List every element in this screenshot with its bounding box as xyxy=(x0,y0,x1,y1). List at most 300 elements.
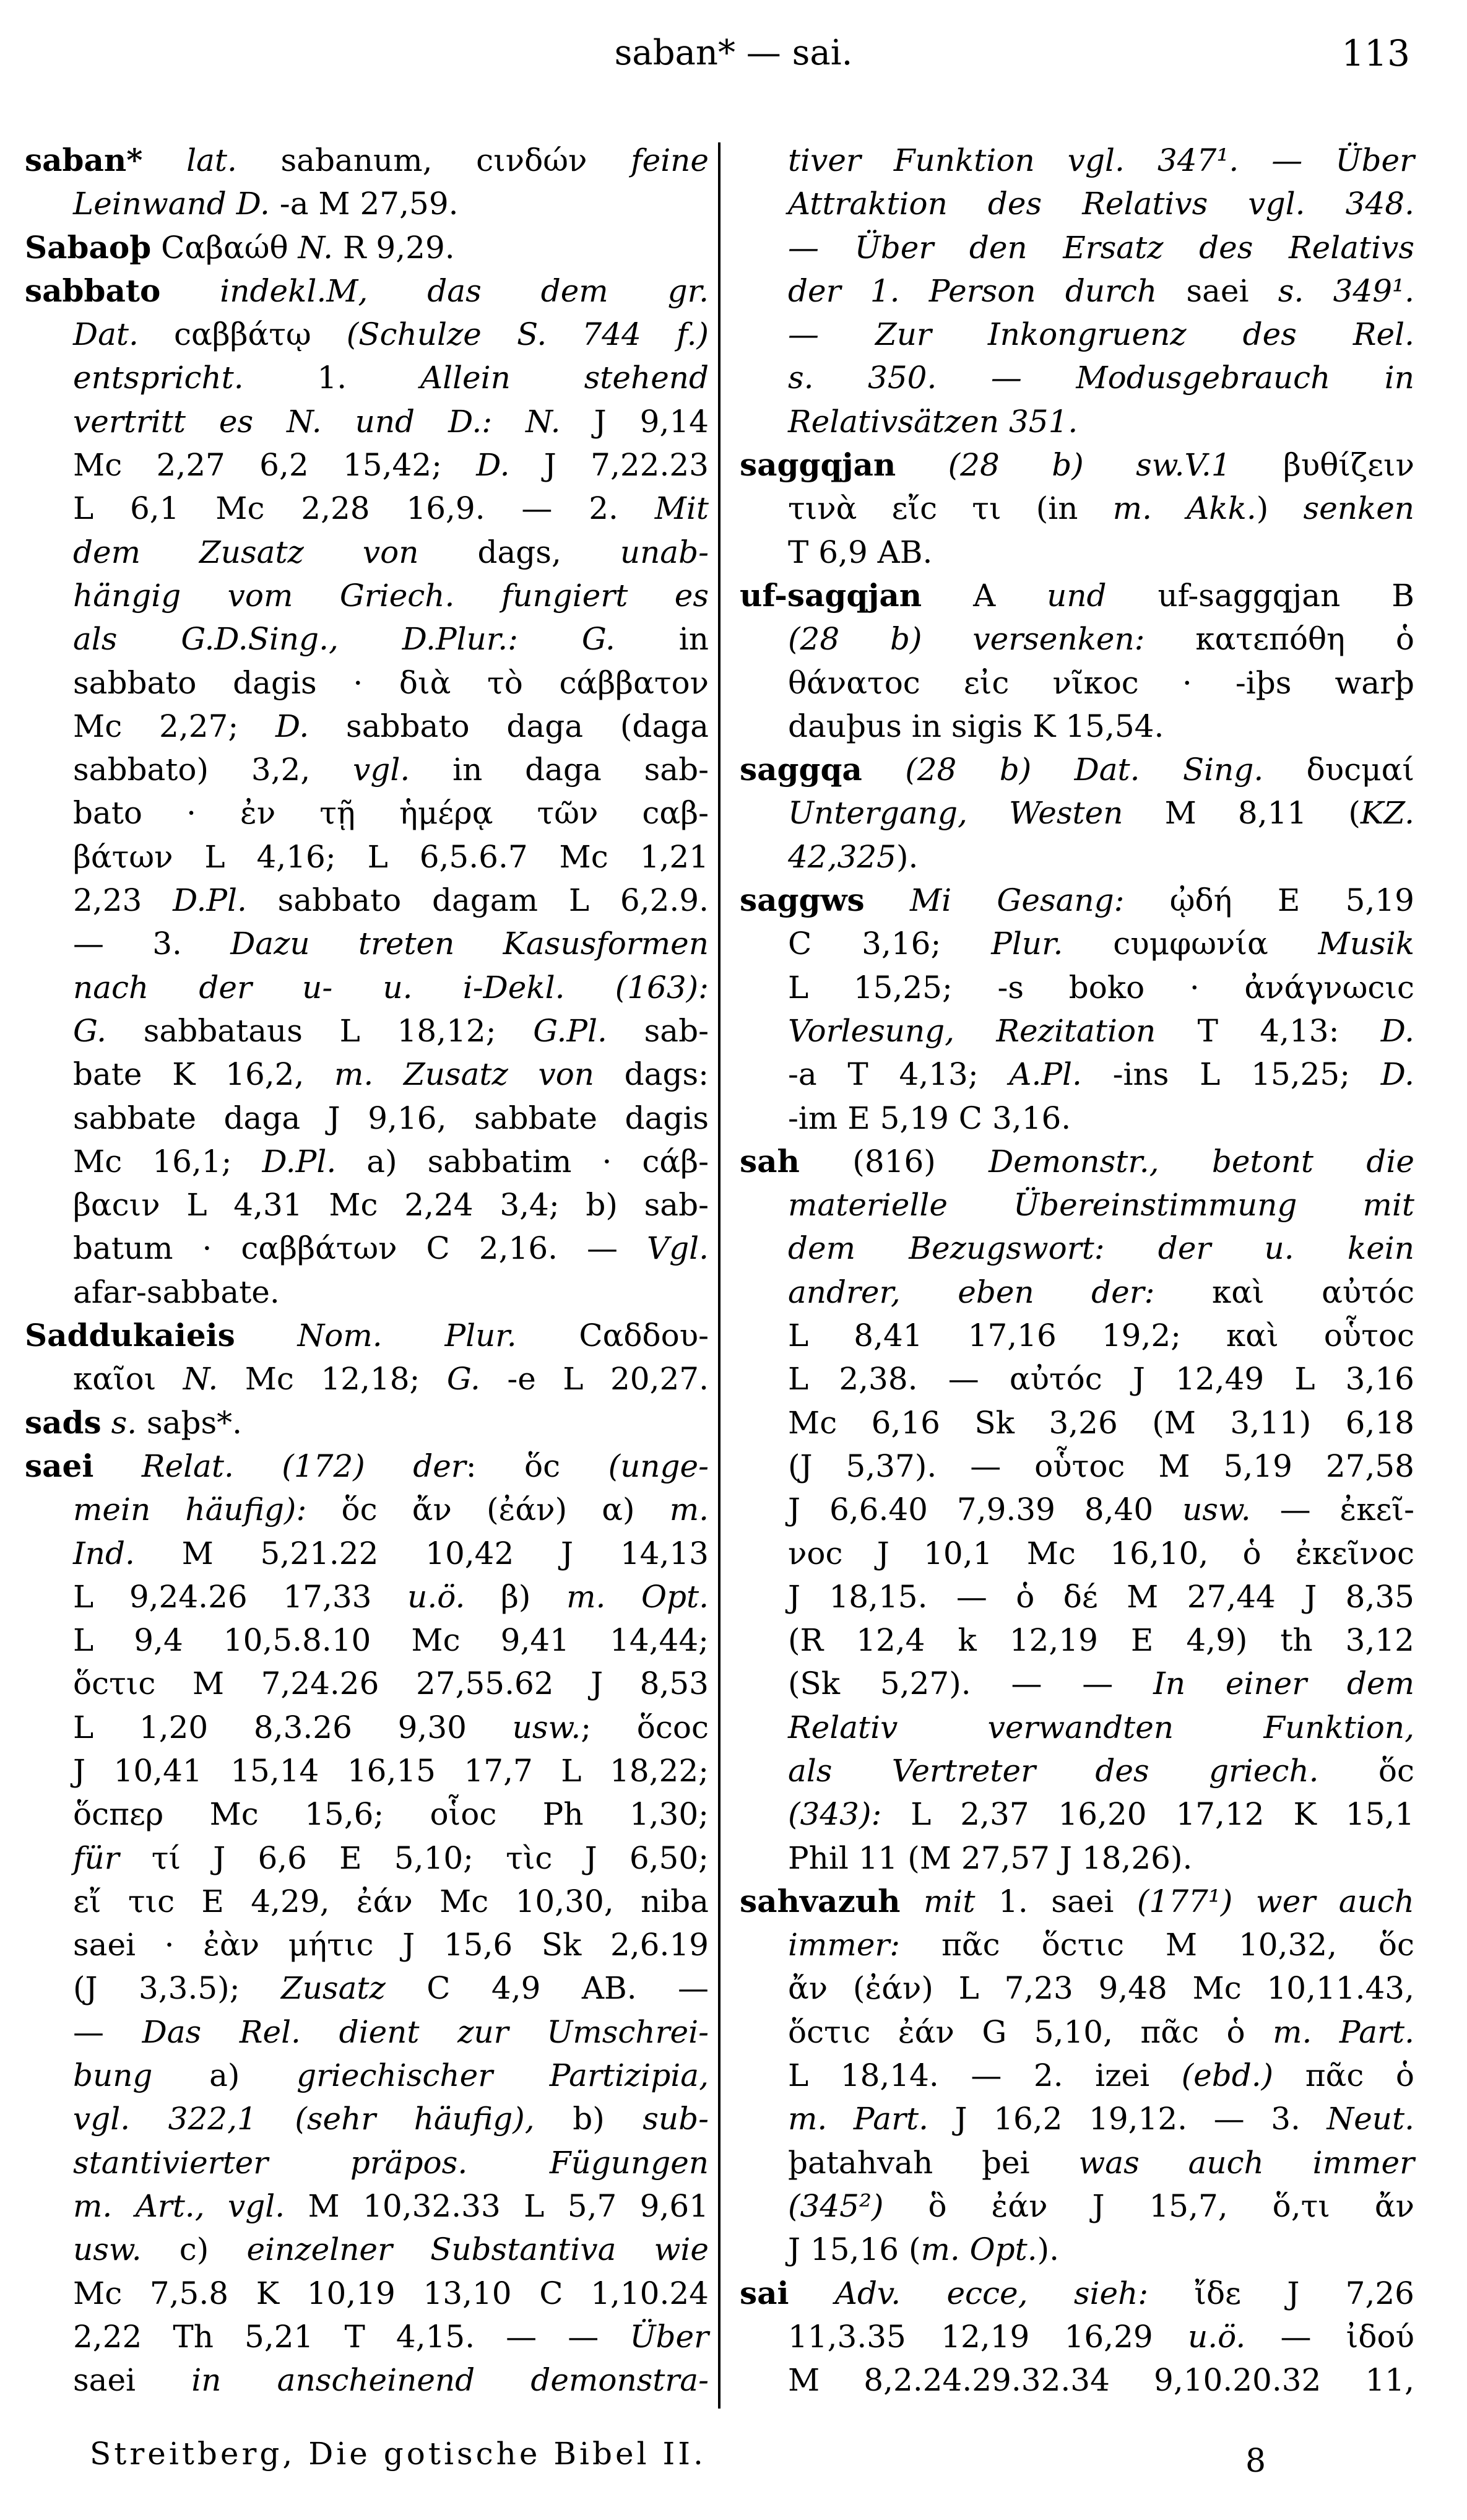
dictionary-entry-line xyxy=(740,443,1414,487)
dictionary-line xyxy=(25,879,709,922)
text-segment: in daga sab- xyxy=(410,752,709,788)
text-segment: bato · ἐν τῇ ἡμέρᾳ τῶν cαβ- xyxy=(73,795,709,832)
text-segment: ) xyxy=(1256,490,1304,527)
dictionary-line xyxy=(25,356,709,399)
dictionary-line xyxy=(25,705,709,748)
text-segment: Cαβαώθ xyxy=(151,229,298,266)
dictionary-line xyxy=(25,1618,709,1662)
text-segment: R 9,29. xyxy=(333,229,455,266)
text-segment: Leinwand D. xyxy=(73,186,270,222)
text-segment: In einer dem xyxy=(1153,1666,1414,1702)
text-segment: — xyxy=(73,2014,142,2050)
dictionary-line xyxy=(740,182,1414,225)
dictionary-line xyxy=(740,2315,1414,2358)
entry-headword: saban* xyxy=(25,142,143,178)
dictionary-line xyxy=(740,2141,1414,2184)
text-segment: saei xyxy=(73,2362,192,2399)
text-segment: tiver Funktion vgl. 347¹. — Über xyxy=(788,142,1414,178)
text-segment: Phil 11 (M 27,57 J 18,26). xyxy=(788,1840,1193,1876)
text-segment: (28 b) versenken: xyxy=(788,621,1145,658)
text-segment: Mc 2,27; xyxy=(73,708,276,744)
text-segment: 1. xyxy=(243,360,420,396)
text-segment: nach der u- u. i-Dekl. (163): xyxy=(73,969,709,1006)
dictionary-line xyxy=(740,617,1414,661)
entry-headword: saggws xyxy=(740,882,865,919)
entry-headword: uf-sagqjan xyxy=(740,576,922,614)
text-segment: -im E 5,19 C 3,16. xyxy=(788,1100,1071,1136)
dictionary-line xyxy=(25,574,709,617)
text-segment: (28 b) Dat. Sing. xyxy=(905,752,1264,788)
dictionary-line xyxy=(25,2054,709,2097)
text-segment: M 10,32.33 L 5,7 9,61 xyxy=(285,2188,709,2224)
text-segment: usw. xyxy=(512,1709,581,1745)
dictionary-line xyxy=(740,531,1414,574)
dictionary-line xyxy=(740,1575,1414,1618)
dictionary-entry-line xyxy=(25,1401,709,1445)
text-segment: G. xyxy=(446,1361,480,1397)
text-segment: ὅcτιc M 7,24.26 27,55.62 J 8,53 xyxy=(73,1666,709,1702)
text-segment: -ins L 15,25; xyxy=(1081,1056,1381,1093)
text-segment: L 15,25; -s boko · ἀνάγνωcιc xyxy=(788,969,1414,1006)
text-segment: N. xyxy=(183,1361,219,1397)
dictionary-line xyxy=(25,2272,709,2315)
text-segment: πᾶc ὁ xyxy=(1273,2057,1414,2094)
dictionary-line xyxy=(740,1183,1414,1227)
text-segment: L 6,1 Mc 2,28 16,9. — 2. xyxy=(73,490,655,527)
dictionary-line xyxy=(740,661,1414,705)
dictionary-line xyxy=(25,617,709,661)
entry-headword: Saddukaieis xyxy=(25,1317,235,1354)
text-segment: — ἐκεῖ- xyxy=(1250,1492,1414,1528)
dictionary-line xyxy=(740,1532,1414,1575)
text-segment: hängig vom Griech. fungiert es xyxy=(73,577,709,614)
text-segment: mein häufig): xyxy=(73,1492,307,1528)
text-segment: sab- xyxy=(607,1012,709,1049)
entry-headword: saggqjan xyxy=(740,446,896,484)
dictionary-line xyxy=(25,2358,709,2402)
dictionary-line xyxy=(25,1097,709,1140)
text-segment: KZ. xyxy=(1360,795,1414,832)
text-segment: Dazu treten Kasusformen xyxy=(230,926,709,962)
text-segment: usw. xyxy=(73,2231,142,2268)
text-segment: — ἰδού xyxy=(1245,2318,1414,2355)
dictionary-line xyxy=(25,2141,709,2184)
dictionary-line xyxy=(740,1966,1414,2010)
dictionary-line xyxy=(740,1314,1414,1357)
text-segment: s. xyxy=(111,1404,137,1441)
page-number: 113 xyxy=(1341,32,1410,74)
text-segment: πᾶc ὅcτιc M 10,32, ὅc xyxy=(900,1927,1414,1963)
dictionary-line xyxy=(740,226,1414,269)
dictionary-line xyxy=(740,2358,1414,2402)
dictionary-line xyxy=(740,139,1414,182)
dictionary-line xyxy=(25,1880,709,1923)
dictionary-line xyxy=(25,966,709,1009)
text-segment: ἴδε J 7,26 xyxy=(1148,2275,1414,2311)
text-segment: ). xyxy=(896,838,919,875)
dictionary-line xyxy=(25,2228,709,2271)
text-segment: J 6,6.40 7,9.39 8,40 xyxy=(788,1492,1183,1528)
text-segment: Musik xyxy=(1318,926,1414,962)
left-column xyxy=(25,139,709,2402)
text-segment: vgl. 322,1 (sehr häufig), xyxy=(73,2101,535,2137)
text-segment xyxy=(862,752,905,788)
dictionary-entry-line xyxy=(25,1445,709,1488)
dictionary-line xyxy=(740,1792,1414,1836)
dictionary-line xyxy=(740,1923,1414,1966)
text-segment: D. xyxy=(275,708,309,744)
text-segment: Mc 2,27 6,2 15,42; xyxy=(73,447,477,484)
text-segment: Dat. xyxy=(73,316,139,353)
dictionary-line xyxy=(25,1140,709,1183)
text-segment: J 18,15. — ὁ δέ M 27,44 J 8,35 xyxy=(788,1578,1414,1615)
text-segment: Mc 16,1; xyxy=(73,1143,262,1180)
text-segment: sabanum, cινδών xyxy=(236,142,631,178)
entry-headword: Sabaoþ xyxy=(25,228,152,266)
text-segment: b) xyxy=(534,2101,643,2137)
text-segment: (816) xyxy=(799,1143,989,1180)
text-segment: u.ö. xyxy=(1188,2318,1246,2355)
dictionary-line xyxy=(740,1445,1414,1488)
text-segment: was auch immer xyxy=(1078,2144,1414,2181)
text-segment: Das Rel. dient zur Umschrei- xyxy=(142,2014,709,2050)
entry-headword: sai xyxy=(740,2274,789,2311)
text-segment: 2,22 Th 5,21 T 4,15. — — xyxy=(73,2318,630,2355)
text-segment xyxy=(865,882,910,918)
text-segment: Mc 7,5.8 K 10,19 13,10 C 1,10.24 xyxy=(73,2275,709,2311)
text-segment: C 3,16; xyxy=(788,926,992,962)
dictionary-line xyxy=(740,269,1414,313)
text-segment: καὶ αὐτόc xyxy=(1154,1274,1414,1310)
dictionary-line xyxy=(25,1271,709,1314)
text-segment: dags, xyxy=(418,534,620,570)
text-segment: a) sabbatim · cάβ- xyxy=(336,1143,709,1180)
dictionary-entry-line xyxy=(740,748,1414,791)
text-segment xyxy=(900,1883,924,1919)
text-segment: der 1. Person durch xyxy=(788,272,1158,309)
text-segment: sabbataus L 18,12; xyxy=(106,1012,534,1049)
text-segment xyxy=(142,142,186,178)
text-segment: — 3. xyxy=(73,926,231,962)
column-divider xyxy=(718,142,721,2409)
text-segment: (J 3,3.5); xyxy=(73,1970,281,2007)
text-segment: L 9,24.26 17,33 xyxy=(73,1578,408,1615)
text-segment: Relativsätzen 351. xyxy=(788,403,1078,440)
entry-headword: sah xyxy=(740,1142,800,1180)
text-segment: Mc 6,16 Sk 3,26 (M 3,11) 6,18 xyxy=(788,1404,1414,1441)
dictionary-entry-line xyxy=(740,879,1414,922)
sheet-number: 8 xyxy=(1245,2443,1266,2480)
text-segment: Zusatz xyxy=(280,1970,386,2007)
dictionary-line xyxy=(25,661,709,705)
text-segment: m. xyxy=(669,1492,709,1528)
dictionary-line xyxy=(25,1706,709,1749)
text-segment: bung xyxy=(73,2057,153,2094)
text-segment: batum · cαββάτων C 2,16. — xyxy=(73,1230,647,1267)
text-segment: G.Pl. xyxy=(533,1012,607,1049)
text-segment: τί J 6,6 E 5,10; τὶc J 6,50; xyxy=(119,1840,709,1876)
text-segment: andrer, eben der: xyxy=(788,1274,1155,1310)
text-segment: m. Opt. xyxy=(566,1578,709,1615)
dictionary-line xyxy=(25,313,709,356)
entry-headword: sabbato xyxy=(25,272,161,309)
text-segment xyxy=(160,273,220,309)
dictionary-entry-line xyxy=(740,2272,1414,2315)
dictionary-line xyxy=(740,2010,1414,2054)
text-segment: als Vertreter des griech. xyxy=(788,1752,1319,1789)
text-segment xyxy=(102,1405,111,1441)
text-segment: βάτων L 4,16; L 6,5.6.7 Mc 1,21 xyxy=(73,838,709,875)
dictionary-line xyxy=(25,443,709,487)
text-segment: þatahvah þei xyxy=(788,2144,1079,2181)
text-segment: -e L 20,27. xyxy=(480,1361,709,1397)
text-segment: Vgl. xyxy=(647,1230,709,1267)
text-segment: cυμφωνία xyxy=(1063,926,1318,962)
text-segment: (ebd.) xyxy=(1181,2057,1274,2094)
text-segment: für xyxy=(73,1840,119,1876)
text-segment: -a T 4,13; xyxy=(788,1056,1010,1093)
text-segment: (28 b) sw.V.1 xyxy=(948,447,1231,484)
text-segment: ). xyxy=(1037,2231,1060,2268)
text-segment: βαcιν L 4,31 Mc 2,24 3,4; b) sab- xyxy=(73,1187,709,1223)
text-segment: unab- xyxy=(620,534,709,570)
text-segment: in anscheinend demonstra- xyxy=(191,2362,709,2399)
text-segment: 42,325 xyxy=(788,838,896,875)
text-segment: sabbato daga (daga xyxy=(309,708,709,744)
text-segment: τινὰ εἴc τι (in xyxy=(788,490,1113,527)
dictionary-line xyxy=(25,1836,709,1880)
dictionary-line xyxy=(25,487,709,530)
text-segment: D. xyxy=(1380,1012,1414,1049)
text-segment: (Schulze S. 744 f.) xyxy=(346,316,709,353)
text-segment: dem Zusatz von xyxy=(73,534,419,570)
text-segment: Relativ verwandten Funktion, xyxy=(788,1709,1414,1745)
dictionary-line xyxy=(740,1401,1414,1445)
dictionary-entry-line xyxy=(740,1880,1414,1923)
dictionary-line xyxy=(25,2315,709,2358)
text-segment: ἄν (ἐάν) L 7,23 9,48 Mc 10,11.43, xyxy=(788,1970,1414,2007)
dictionary-line xyxy=(25,1792,709,1836)
text-segment: ᾠδή E 5,19 xyxy=(1124,882,1414,919)
text-segment: (Sk 5,27). — — xyxy=(788,1666,1154,1702)
dictionary-entry-line xyxy=(25,226,709,269)
text-segment: senken xyxy=(1303,490,1414,527)
dictionary-line xyxy=(740,1706,1414,1749)
dictionary-line xyxy=(25,922,709,965)
dictionary-line xyxy=(25,1532,709,1575)
text-segment: J 16,2 19,12. — 3. xyxy=(928,2101,1327,2137)
text-segment: 2,23 xyxy=(73,882,173,919)
text-segment xyxy=(93,1448,141,1484)
text-segment: sabbato dagam L 6,2.9. xyxy=(246,882,709,919)
text-segment: vgl. xyxy=(353,752,410,788)
dictionary-entry-line xyxy=(25,1314,709,1357)
dictionary-line xyxy=(740,1662,1414,1705)
text-segment: M 5,21.22 10,42 J 14,13 xyxy=(134,1535,709,1571)
text-segment: m. Akk. xyxy=(1112,490,1257,527)
text-segment: dem Bezugswort: der u. kein xyxy=(788,1230,1414,1267)
dictionary-line xyxy=(25,1488,709,1531)
dictionary-line xyxy=(25,748,709,791)
text-segment: ὅcπερ Mc 15,6; οἷοc Ph 1,30; xyxy=(73,1796,709,1833)
dictionary-entry-line xyxy=(740,574,1414,617)
text-segment: lat. xyxy=(186,142,237,178)
dictionary-line xyxy=(740,1749,1414,1792)
text-segment: Attraktion des Relativs vgl. 348. xyxy=(788,186,1414,222)
text-segment: Ind. xyxy=(73,1535,135,1571)
text-segment: Mc 12,18; xyxy=(218,1361,447,1397)
text-segment: cαββάτῳ xyxy=(138,316,347,353)
text-segment: m. Part. xyxy=(1273,2014,1415,2050)
text-segment: ὅc ἄν (ἐάν) α) xyxy=(306,1492,670,1528)
text-segment: νοc J 10,1 Mc 16,10, ὁ ἐκεῖνοc xyxy=(788,1535,1414,1571)
text-segment: A.Pl. xyxy=(1009,1056,1082,1093)
dictionary-line xyxy=(740,2228,1414,2271)
text-segment: Über xyxy=(630,2318,709,2355)
text-segment: κατεπόθη ὁ xyxy=(1145,621,1414,658)
text-segment: θάνατοc εἰc νῖκοc · -iþs warþ xyxy=(788,664,1414,701)
text-segment: M 8,11 ( xyxy=(1123,795,1361,832)
text-segment: L 2,37 16,20 17,12 K 15,1 xyxy=(881,1796,1414,1833)
text-segment: in xyxy=(615,621,709,658)
dictionary-line xyxy=(25,1966,709,2010)
text-segment: L 18,14. — 2. izei xyxy=(788,2057,1182,2094)
text-segment: saei xyxy=(1157,272,1278,309)
dictionary-line xyxy=(740,1836,1414,1880)
text-segment: Mit xyxy=(654,490,709,527)
text-segment: Vorlesung, Rezitation xyxy=(788,1012,1156,1049)
text-segment: Adv. ecce, sieh: xyxy=(834,2275,1149,2311)
text-segment: Demonstr., betont die xyxy=(989,1143,1414,1180)
text-segment: (R 12,4 k 12,19 E 4,9) th 3,12 xyxy=(788,1622,1414,1659)
text-segment: εἴ τιc E 4,29, ἐάν Mc 10,30, niba xyxy=(73,1883,709,1919)
text-segment: β) xyxy=(465,1578,567,1615)
text-segment: N. xyxy=(298,229,333,266)
text-segment: dags: xyxy=(594,1056,709,1093)
text-segment: D.Pl. xyxy=(262,1143,337,1180)
text-segment: M 8,2.24.29.32.34 9,10.20.32 11, xyxy=(788,2362,1414,2399)
dictionary-line xyxy=(740,791,1414,835)
text-segment: griechischer Partizipia, xyxy=(296,2057,709,2094)
text-segment: immer: xyxy=(788,1927,901,1963)
text-segment: einzelner Substantiva wie xyxy=(246,2231,709,2268)
text-segment: (J 5,37). — οὗτοc M 5,19 27,58 xyxy=(788,1448,1414,1484)
dictionary-line xyxy=(25,531,709,574)
dictionary-line xyxy=(740,400,1414,443)
dictionary-line xyxy=(740,1097,1414,1140)
text-segment: C 4,9 AB. — xyxy=(385,1970,709,2007)
text-segment: s. 349¹. xyxy=(1278,272,1414,309)
text-segment: ; ὅcοc xyxy=(581,1709,709,1745)
text-segment: 11,3.35 12,19 16,29 xyxy=(788,2318,1188,2355)
text-segment: L 8,41 17,16 19,2; καὶ οὗτοc xyxy=(788,1318,1414,1354)
entry-headword: sads xyxy=(25,1404,102,1441)
text-segment: G. xyxy=(73,1012,107,1049)
dictionary-line xyxy=(25,1183,709,1227)
text-segment: usw. xyxy=(1182,1492,1251,1528)
dictionary-line xyxy=(25,1009,709,1053)
text-segment: s. 350. — Modusgebrauch in xyxy=(788,360,1414,396)
text-segment: — Über den Ersatz des Relativs xyxy=(788,229,1414,266)
text-segment: feine xyxy=(631,142,709,178)
text-segment: und xyxy=(1047,577,1107,614)
text-segment: J 10,41 15,14 16,15 17,7 L 18,22; xyxy=(73,1752,709,1789)
dictionary-line xyxy=(740,1227,1414,1270)
text-segment xyxy=(235,1318,298,1353)
dictionary-line xyxy=(25,2184,709,2228)
text-segment: Untergang, Westen xyxy=(788,795,1123,832)
dictionary-line xyxy=(25,182,709,225)
text-segment: J 9,14 xyxy=(560,403,709,440)
dictionary-entry-line xyxy=(25,139,709,182)
text-segment: m. Opt. xyxy=(920,2231,1037,2268)
text-segment: D. xyxy=(1380,1056,1414,1093)
text-segment: (unge- xyxy=(608,1448,709,1484)
text-segment: mit xyxy=(924,1883,976,1919)
dictionary-line xyxy=(740,2054,1414,2097)
dictionary-entry-line xyxy=(740,1140,1414,1183)
text-segment: Allein stehend xyxy=(420,360,709,396)
dictionary-line xyxy=(740,487,1414,530)
dictionary-line xyxy=(740,922,1414,965)
text-segment: u.ö. xyxy=(407,1578,465,1615)
text-segment: A xyxy=(922,577,1047,614)
text-segment: ὅcτιc ἐάν G 5,10, πᾶc ὁ xyxy=(788,2014,1273,2050)
text-segment: materielle Übereinstimmung mit xyxy=(788,1187,1414,1223)
text-segment: m. Zusatz von xyxy=(334,1056,595,1093)
text-segment: : ὅc xyxy=(465,1448,608,1484)
dictionary-line xyxy=(25,1923,709,1966)
text-segment: ὃ ἐάν J 15,7, ὅ,τι ἄν xyxy=(883,2188,1414,2224)
dictionary-line xyxy=(740,2097,1414,2140)
dictionary-line xyxy=(25,400,709,443)
dictionary-line xyxy=(740,966,1414,1009)
entry-headword: sahvazuh xyxy=(740,1882,901,1919)
text-segment: J 15,16 ( xyxy=(788,2231,921,2268)
dictionary-line xyxy=(740,356,1414,399)
text-segment: Neut. xyxy=(1326,2101,1414,2137)
dictionary-line xyxy=(25,2010,709,2054)
text-segment: m. Art., vgl. xyxy=(73,2188,285,2224)
text-segment: sabbate daga J 9,16, sabbate dagis xyxy=(73,1100,709,1136)
text-segment: a) xyxy=(152,2057,297,2094)
text-segment: uf-saggqjan B xyxy=(1106,577,1414,614)
entry-headword: saggqa xyxy=(740,751,862,788)
dictionary-line xyxy=(25,1749,709,1792)
dictionary-line xyxy=(25,835,709,879)
text-segment: L 2,38. — αὐτόc J 12,49 L 3,16 xyxy=(788,1361,1414,1397)
dictionary-entry-line xyxy=(25,269,709,313)
text-segment: καῖοι xyxy=(73,1361,183,1397)
dictionary-line xyxy=(740,1271,1414,1314)
text-segment xyxy=(896,447,948,483)
text-segment: (343): xyxy=(788,1796,882,1833)
text-segment: sub- xyxy=(643,2101,709,2137)
entry-headword: saei xyxy=(25,1447,94,1484)
text-segment: sabbato) 3,2, xyxy=(73,752,353,788)
text-segment: entspricht. xyxy=(73,360,244,396)
text-segment: als G.D.Sing., D.Plur.: G. xyxy=(73,621,615,658)
text-segment: D. xyxy=(476,447,510,484)
dictionary-line xyxy=(740,705,1414,748)
right-column xyxy=(740,139,1414,2402)
text-segment: L 1,20 8,3.26 9,30 xyxy=(73,1709,513,1745)
dictionary-line xyxy=(740,1357,1414,1401)
text-segment: (345²) xyxy=(788,2188,884,2224)
text-segment: D.Pl. xyxy=(173,882,247,919)
text-segment: — Zur Inkongruenz des Rel. xyxy=(788,316,1414,353)
text-segment: T 6,9 AB. xyxy=(788,534,933,570)
